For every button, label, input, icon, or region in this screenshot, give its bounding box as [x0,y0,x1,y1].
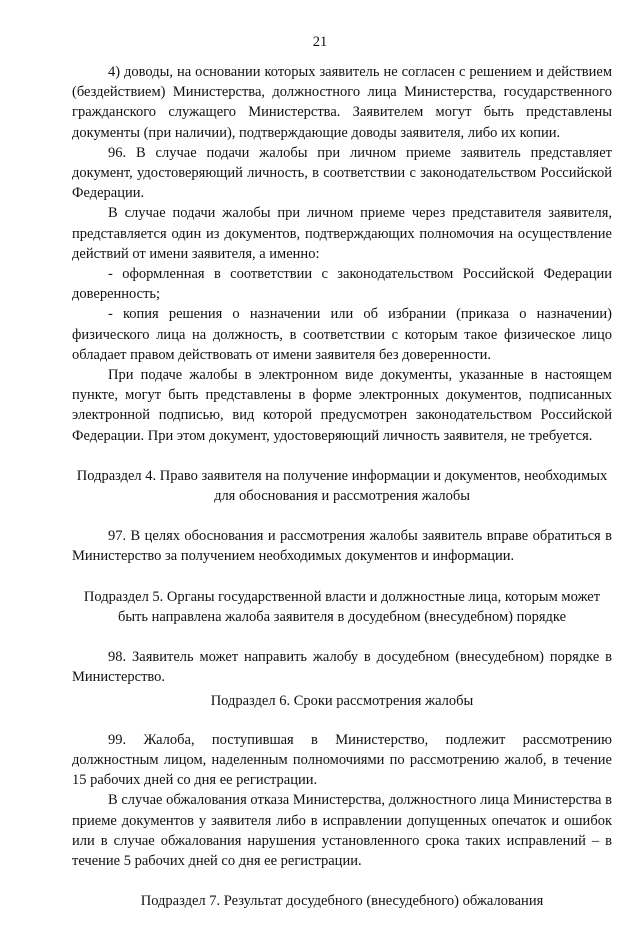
paragraph-representative: В случае подачи жалобы при личном приеме через представителя заявителя, представляется один из документов, подтверждающих полномочия на осуществление действий от имени заявителя, а именно: [72,205,612,262]
page-number: 21 [312,34,328,50]
paragraph-appointment-decision: - копия решения о назначении или об избрании (приказа о назначении) физического лица на должность, в соответствии с которым такое физическое лицо обладает правом действовать от имени заявителя без доверенности. [72,306,612,363]
document-body [72,62,612,931]
paragraph-96: 96. В случае подачи жалобы при личном приеме заявитель представляет документ, удостоверяющий личность, в соответствии с законодательством Российской Федерации. [72,144,612,202]
subsection-6-heading: Подраздел 6. Сроки рассмотрения жалобы [210,693,474,710]
paragraph-power-of-attorney: - оформленная в соответствии с законодательством Российской Федерации доверенность; [72,266,612,303]
paragraph-97: 97. В целях обоснования и рассмотрения жалобы заявитель вправе обратиться в Министерство за получением необходимых документов и информации. [72,528,612,565]
paragraph-99: 99. Жалоба, поступившая в Министерство, подлежит рассмотрению должностным лицом, наделенным полномочиями по рассмотрению жалоб, в течение 15 рабочих дней со дня ее регистрации. [72,731,612,789]
subsection-5-heading: Подраздел 5. Органы государственной власти и должностные лица, которым может быть направлена жалоба заявителя в досудебном (внесудебном) порядке [83,588,601,625]
paragraph-99-appeal-refusal: В случае обжалования отказа Министерства, должностного лица Министерства в приеме документов у заявителя либо в исправлении допущенных опечаток и ошибок или в случае обжалования нарушения установленного срока таких исправлений – в течение 5 рабочих дней со дня ее регистрации. [72,792,612,869]
paragraph-98: 98. Заявитель может направить жалобу в досудебном (внесудебном) порядке в Министерство. [72,649,612,686]
paragraph-item-4-arguments: 4) доводы, на основании которых заявитель не согласен с решением и действием (бездействием) Министерства, должностного лица Министерства, государственного гражданского служащего Министерства. Заявителем могут быть представлены документы (при наличии), подтверждающие доводы заявителя, либо их копии. [72,64,612,141]
subsection-4-heading: Подраздел 4. Право заявителя на получение информации и документов, необходимых для обоснования и рассмотрения жалобы [76,467,608,505]
paragraph-electronic-submission: При подаче жалобы в электронном виде документы, указанные в настоящем пункте, могут быть представлены в форме электронных документов, подписанных электронной подписью, вид которой предусмотрен законодательством Российской Федерации. При этом документ, удостоверяющий личность заявителя, не требуется. [72,367,612,444]
subsection-7-heading: Подраздел 7. Результат досудебного (внесудебного) обжалования [140,893,544,910]
